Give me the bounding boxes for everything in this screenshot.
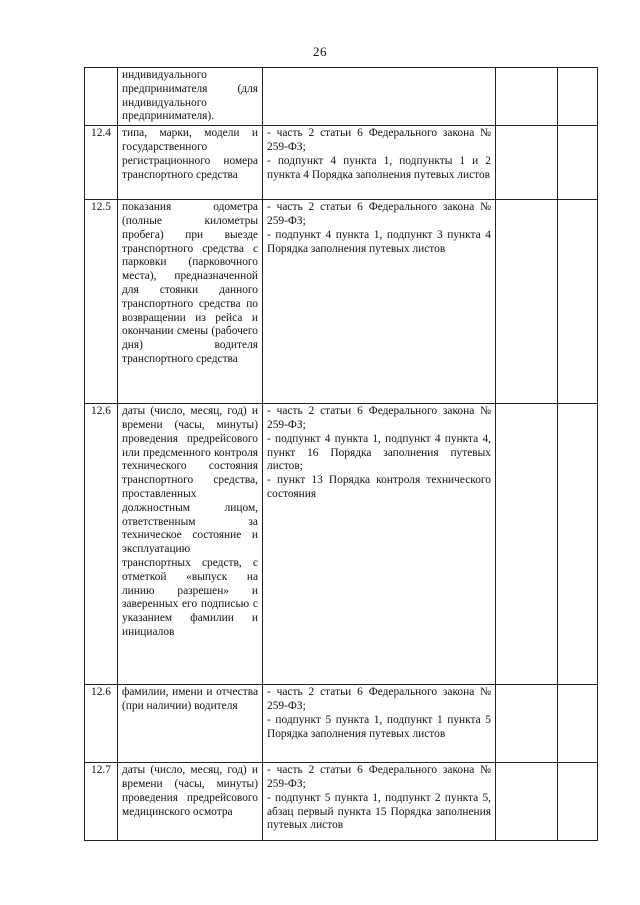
row-number: 12.6 [85,404,118,685]
basis-line: - подпункт 4 пункта 1, подпункты 1 и 2 пункта 4 Порядка заполнения путевых листов [267,154,491,181]
empty-cell [496,685,558,763]
empty-cell [558,763,598,841]
row-basis [263,200,496,404]
empty-cell [496,404,558,685]
row-basis [263,685,496,763]
row-item: фамилии, имени и отчества (при наличии) водителя [118,685,263,763]
empty-cell [496,126,558,200]
basis-line: - часть 2 статьи 6 Федерального закона № 259-ФЗ; [267,201,491,227]
table-body [85,68,598,841]
basis-line: - пункт 13 Порядка контроля технического состояния [267,474,491,500]
basis-line: - подпункт 5 пункта 1, подпункт 1 пункта 5 Порядка заполнения путевых листов [267,713,491,740]
basis-line: - подпункт 4 пункта 1, подпункт 4 пункта 4, пункт 16 Порядка заполнения путевых листов; [267,432,491,473]
row-basis [263,126,496,200]
table-row [85,685,598,763]
basis-line: - часть 2 статьи 6 Федерального закона № 259-ФЗ; [267,764,491,790]
row-item: показания одометра (полные километры пробега) при выезде транспортного средства с парковки (парковочного места), предназначенной для стоянки данного транспортного средства по возвращении из рейса и окончании смены (рабочего дня) водителя транспортного средства [118,200,263,404]
table-row [85,68,598,126]
row-item: индивидуального предпринимателя (для индивидуального предпринимателя). [118,68,263,126]
basis-line: - часть 2 статьи 6 Федерального закона № 259-ФЗ; [267,127,491,153]
row-item: даты (число, месяц, год) и времени (часы, минуты) проведения предрейсового или предсменного контроля технического состояния транспортного средства, проставленных должностным лицом, ответственным за техническое состояние и эксплуатацию транспортных средств, с отметкой «выпуск на линию разрешен» и заверенных его подписью с указанием фамилии и инициалов [118,404,263,685]
page-number: 26 [313,44,327,59]
empty-cell [558,126,598,200]
basis-line: - часть 2 статьи 6 Федерального закона № 259-ФЗ; [267,405,491,431]
basis-line: - подпункт 5 пункта 1, подпункт 2 пункта 5, абзац первый пункта 15 Порядка заполнения путевых листов [267,791,491,832]
row-basis [263,763,496,841]
row-number: 12.4 [85,126,118,200]
empty-cell [496,763,558,841]
empty-cell [558,685,598,763]
row-item: даты (число, месяц, год) и времени (часы, минуты) проведения предрейсового медицинского осмотра [118,763,263,841]
requirements-table [84,67,598,841]
empty-cell [558,404,598,685]
empty-cell [558,200,598,404]
row-number: 12.5 [85,200,118,404]
table-row [85,200,598,404]
table-row [85,404,598,685]
table-row [85,763,598,841]
basis-line: - подпункт 4 пункта 1, подпункт 3 пункта 4 Порядка заполнения путевых листов [267,228,491,255]
row-number: 12.6 [85,685,118,763]
row-item: типа, марки, модели и государственного регистрационного номера транспортного средства [118,126,263,200]
row-number: 12.7 [85,763,118,841]
table-row [85,126,598,200]
empty-cell [496,200,558,404]
empty-cell [496,68,558,126]
row-number [85,68,118,126]
row-basis [263,68,496,126]
empty-cell [558,68,598,126]
row-basis [263,404,496,685]
basis-line: - часть 2 статьи 6 Федерального закона № 259-ФЗ; [267,686,491,712]
